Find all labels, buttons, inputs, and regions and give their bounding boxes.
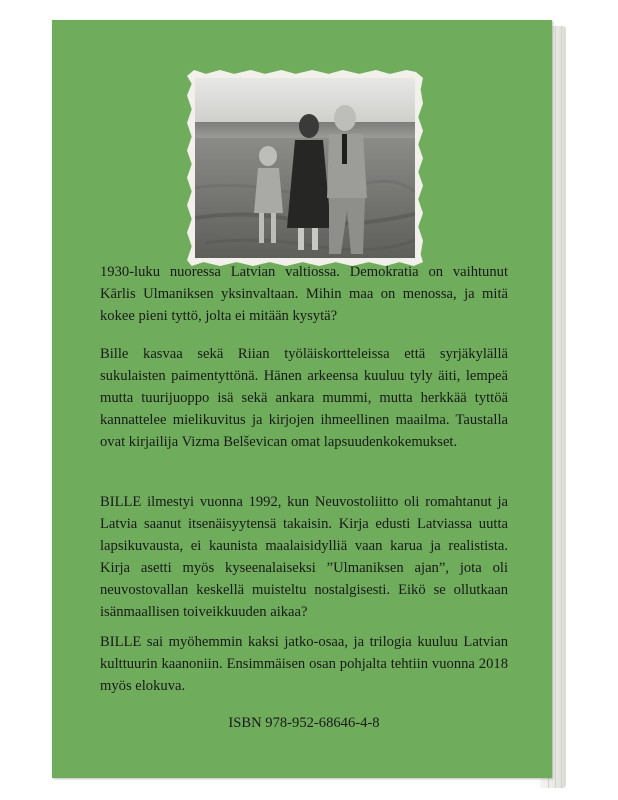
photo-frame (187, 70, 423, 266)
book-back-cover (52, 20, 552, 778)
plot-paragraph: Bille kasvaa sekä Riian työläiskortteleissa että syrjäkylällä sukulaisten paimentyttönä. Hänen arkeensa kuuluu tyly äiti, lempeä mutta tuurijuoppo isä sekä ankara mummi, mutta herkkää tyttöä kannattelee mielikuvitus ja kirjojen ihmeellinen maailma. Taustalla ovat kirjailija Vizma Belševican omat lapsuudenkokemukset. (100, 346, 508, 450)
family-beach-photo (195, 78, 415, 258)
intro-paragraph: 1930-luku nuoressa Latvian valtiossa. Demokratia on vaihtunut Kārlis Ulmaniksen yksinvaltaan. Mihin maa on menossa, ja mitä kokee pieni tyttö, jolta ei mitään kysytä? (100, 264, 508, 324)
history-paragraph: BILLE ilmestyi vuonna 1992, kun Neuvostoliitto oli romahtanut ja Latvia saanut itsenäisyytensä takaisin. Kirja edusti Latviassa uutta lapsikuvausta, ei kaunista maalaisidylliä vaan karua ja realistista. Kirja asetti myös kyseenalaiseksi ”Ulmaniksen ajan”, jota oli neuvostovallan keskellä muisteltu nostalgisesti. Eikö se ollutkaan isänmaallisen toiveikkuuden aikaa? (100, 494, 508, 620)
isbn-text: ISBN 978-952-68646-4-8 (228, 715, 380, 731)
trilogy-paragraph: BILLE sai myöhemmin kaksi jatko-osaa, ja trilogia kuuluu Latvian kulttuurin kaanoniin. Ensimmäisen osan pohjalta tehtiin vuonna 2018 myös elokuva. (100, 634, 508, 694)
